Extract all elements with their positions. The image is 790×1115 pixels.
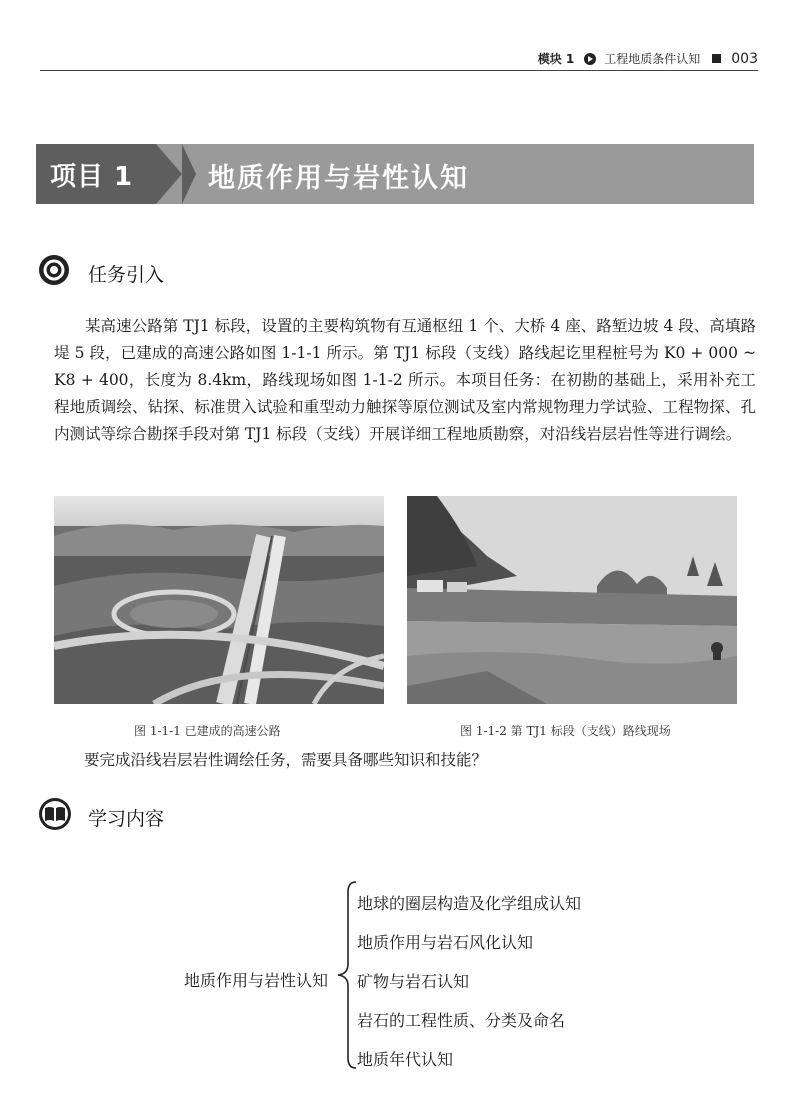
project-banner: [36, 144, 754, 204]
page-number: 003: [731, 50, 758, 67]
mindmap-item: 地球的圈层构造及化学组成认知: [357, 894, 582, 913]
mindmap-item: 岩石的工程性质、分类及命名: [357, 1011, 566, 1030]
square-icon: [712, 54, 721, 63]
mindmap-root: 地质作用与岩性认知: [184, 971, 329, 990]
arrow-icon: [584, 53, 596, 65]
figure-caption-2: 图 1-1-2 第 TJ1 标段（支线）路线现场: [460, 724, 671, 738]
task-paragraph: [54, 313, 756, 448]
mindmap-item: 地质年代认知: [357, 1050, 454, 1069]
mindmap-item: 矿物与岩石认知: [357, 972, 470, 991]
banner-chevron: [156, 144, 182, 204]
section-heading-learning: 学习内容: [88, 808, 165, 830]
figure-caption-1: 图 1-1-1 已建成的高速公路: [134, 724, 281, 738]
book-icon: [38, 797, 72, 831]
mindmap-brace: [330, 880, 360, 1070]
highway-photo: [54, 496, 384, 704]
field-site-photo: [407, 496, 737, 704]
module-label: 模块 1: [537, 52, 575, 66]
task-question: 要完成沿线岩层岩性调绘任务，需要具备哪些知识和技能？: [84, 751, 488, 769]
running-header: [538, 50, 758, 67]
project-title: 地质作用与岩性认知: [208, 163, 469, 194]
banner-notch: [182, 144, 210, 204]
header-rule: [40, 70, 758, 71]
section-heading-task: 任务引入: [88, 264, 165, 286]
project-number: 项目 1: [50, 162, 134, 192]
target-icon: [38, 254, 70, 286]
task-paragraph-text: 某高速公路第 TJ1 标段，设置的主要构筑物有互通枢纽 1 个、大桥 4 座、路堑边坡 4 段、高填路堤 5 段，已建成的高速公路如图 1-1-1 所示。第 TJ1 标段（支线）路线起讫里程桩号为 K0 + 000 ~ K8 + 400，长度为 8.4km，路线现场如图 1-1-2 所示。本项目任务：在初勘的基础上，采用补充工程地质调绘、钻探、标准贯入试验和重型动力触探等原位测试及室内常规物理力学试验、工程物探、孔内测试等综合勘探手段对第 TJ1 标段（支线）开展详细工程地质勘察，对沿线岩层岩性等进行调绘。: [54, 317, 756, 443]
section-label: 工程地质条件认知: [604, 52, 701, 66]
mindmap-item: 地质作用与岩石风化认知: [357, 933, 534, 952]
